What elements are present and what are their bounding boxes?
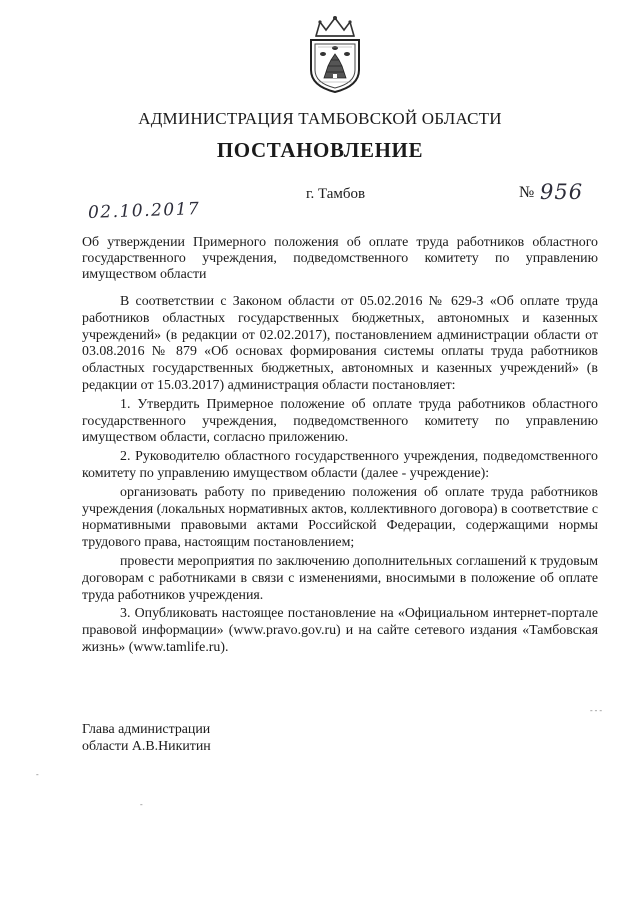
document-type: ПОСТАНОВЛЕНИЕ: [216, 138, 424, 162]
item-2b-paragraph: провести мероприятия по заключению дополнительных соглашений к трудовым договорам с работниками в связи с изменениями, вносимыми в положение об оплате труда работников учреждения.: [82, 553, 598, 603]
organization-name: АДМИНИСТРАЦИЯ ТАМБОВСКОЙ ОБЛАСТИ: [138, 109, 502, 128]
scan-mark: -: [140, 800, 143, 809]
document-city: г. Тамбов: [306, 186, 366, 202]
scan-mark: - - -: [590, 706, 602, 715]
signature-title: Глава администрации: [82, 722, 211, 737]
preamble-paragraph: В соответствии с Законом области от 05.02.2016 № 629-З «Об оплате труда работников областных государственных бюджетных, автономных и казенных учреждений» (в редакции от 02.02.2017), постановлением администрации области от 03.08.2016 № 879 «Об основах формирования системы оплаты труда работников областных государственных бюджетных, автономных и казенных учреждений» (в редакции от 15.03.2017) администрация области постановляет:: [82, 294, 598, 393]
document-body: [82, 294, 598, 659]
document-number-label: №: [519, 184, 535, 201]
document-number: 956: [540, 180, 584, 204]
item-1-paragraph: 1. Утвердить Примерное положение об оплате труда работников областного государственного учреждения, подведомственного комитету по управлению имуществом области, согласно приложению.: [82, 396, 598, 446]
item-3-paragraph: 3. Опубликовать настоящее постановление на «Официальном интернет-портале правовой информации» (www.pravo.gov.ru) и на сайте сетевого издания «Тамбовская жизнь» (www.tamlife.ru).: [82, 606, 598, 655]
document-subject: Об утверждении Примерного положения об оплате труда работников областного государственного учреждения, подведомственного комитету по управлению имуществом области: [82, 235, 598, 282]
signature-block: [82, 721, 211, 755]
signature-name: области А.В.Никитин: [82, 739, 211, 754]
tambov-coat-of-arms-icon: [302, 14, 368, 94]
item-2-paragraph: 2. Руководителю областного государственного учреждения, подведомственного комитету по управлению имуществом области (далее - учреждение):: [82, 449, 598, 481]
item-2a-paragraph: организовать работу по приведению положения об оплате труда работников учреждения (локальных нормативных актов, коллективного договора) в соответствие с нормативными правовыми актами Российской Федерации, содержащими нормы трудового права, настоящим постановлением;: [82, 484, 598, 551]
document-date: 02.10.2017: [87, 199, 201, 223]
scan-mark: -: [36, 770, 39, 779]
